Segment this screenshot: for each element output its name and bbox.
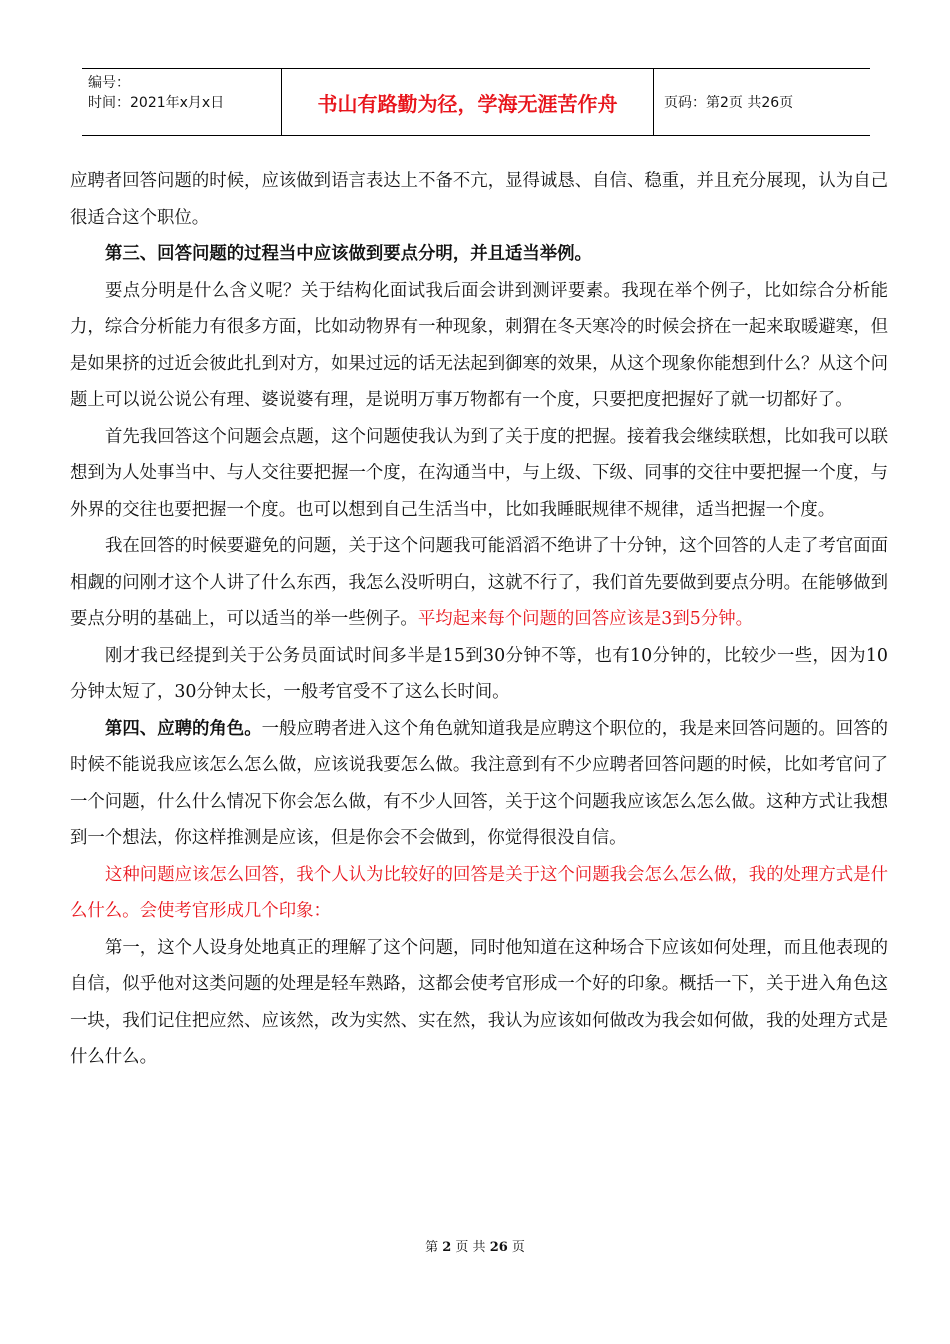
paragraph-3: 要点分明是什么含义呢？关于结构化面试我后面会讲到测评要素。我现在举个例子，比如综合分析能力，综合分析能力有很多方面，比如动物界有一种现象，刺猬在冬天寒冷的时候会挤在一起来取暖避寒，但是如果挤的过近会彼此扎到对方，如果过远的话无法起到御寒的效果，从这个现象你能想到什么？从这个问题上可以说公说公有理、婆说婆有理，是说明万事万物都有一个度，只要把度把握好了就一切都好了。: [70, 280, 888, 410]
paragraph-4: 首先我回答这个问题会点题，这个问题使我认为到了关于度的把握。接着我会继续联想，比如我可以联想到为人处事当中、与人交往要把握一个度，在沟通当中，与上级、下级、同事的交往中要把握一个度，与外界的交往也要把握一个度。也可以想到自己生活当中，比如我睡眠规律不规律，适当把握一个度。: [70, 426, 888, 520]
footer-prefix: 第: [425, 1240, 439, 1255]
paragraph-1: 应聘者回答问题的时候，应该做到语言表达上不备不亢，显得诚恳、自信、稳重，并且充分展现，认为自己很适合这个职位。: [70, 171, 888, 228]
footer-current-page: 2: [442, 1240, 452, 1255]
paragraph-5-highlight: 平均起来每个问题的回答应该是3到5分钟。: [417, 609, 753, 629]
paragraph-8-highlight: 这种问题应该怎么回答，我个人认为比较好的回答是关于这个问题我会怎么怎么做，我的处理方式是什么什么。会使考官形成几个印象：: [70, 864, 888, 921]
paragraph-7: [70, 711, 888, 857]
document-number-label: 编号：: [88, 75, 130, 91]
header-motto: 书山有路勤为径，学海无涯苦作舟: [317, 91, 618, 116]
document-body: [70, 163, 888, 1076]
paragraph-6: 刚才我已经提到关于公务员面试时间多半是15到30分钟不等，也有10分钟的，比较少一些，因为10分钟太短了，30分钟太长，一般考官受不了这么长时间。: [70, 645, 888, 702]
header-motto-cell: [282, 69, 654, 135]
footer-middle: 页 共: [455, 1240, 486, 1255]
header-meta-cell: [82, 69, 282, 135]
footer-total-pages: 26: [489, 1240, 508, 1255]
paragraph-5: [70, 528, 888, 638]
header-page-info-cell: [654, 69, 870, 135]
section-heading-3: 第三、回答问题的过程当中应该做到要点分明，并且适当举例。: [105, 244, 592, 264]
page-footer: [0, 1236, 950, 1255]
footer-suffix: 页: [511, 1240, 525, 1255]
section-heading-4: 第四、应聘的角色。: [105, 718, 262, 739]
paragraph-5-text: 我在回答的时候要避免的问题，关于这个问题我可能滔滔不绝讲了十分钟，这个回答的人走了考官面面相觑的问刚才这个人讲了什么东西，我怎么没听明白，这就不行了，我们首先要做到要点分明。在能够做到要点分明的基础上，可以适当的举一些例子。: [70, 536, 888, 629]
document-header: [82, 68, 870, 136]
paragraph-7-text: 一般应聘者进入这个角色就知道我是应聘这个职位的，我是来回答问题的。回答的时候不能说我应该怎么怎么做，应该说我要怎么做。我注意到有不少应聘者回答问题的时候，比如考官问了一个问题，什么什么情况下你会怎么做，有不少人回答，关于这个问题我应该怎么怎么做。这种方式让我想到一个想法，你这样推测是应该，但是你会不会做到，你觉得很没自信。: [70, 718, 888, 848]
paragraph-9: 第一，这个人设身处地真正的理解了这个问题，同时他知道在这种场合下应该如何处理，而且他表现的自信，似乎他对这类问题的处理是轻车熟路，这都会使考官形成一个好的印象。概括一下，关于进入角色这一块，我们记住把应然、应该然，改为实然、实在然，我认为应该如何做改为我会如何做，我的处理方式是什么什么。: [70, 937, 888, 1067]
header-page-info: 页码：第2页 共26页: [664, 95, 794, 111]
document-date: 时间：2021年x月x日: [88, 95, 225, 111]
